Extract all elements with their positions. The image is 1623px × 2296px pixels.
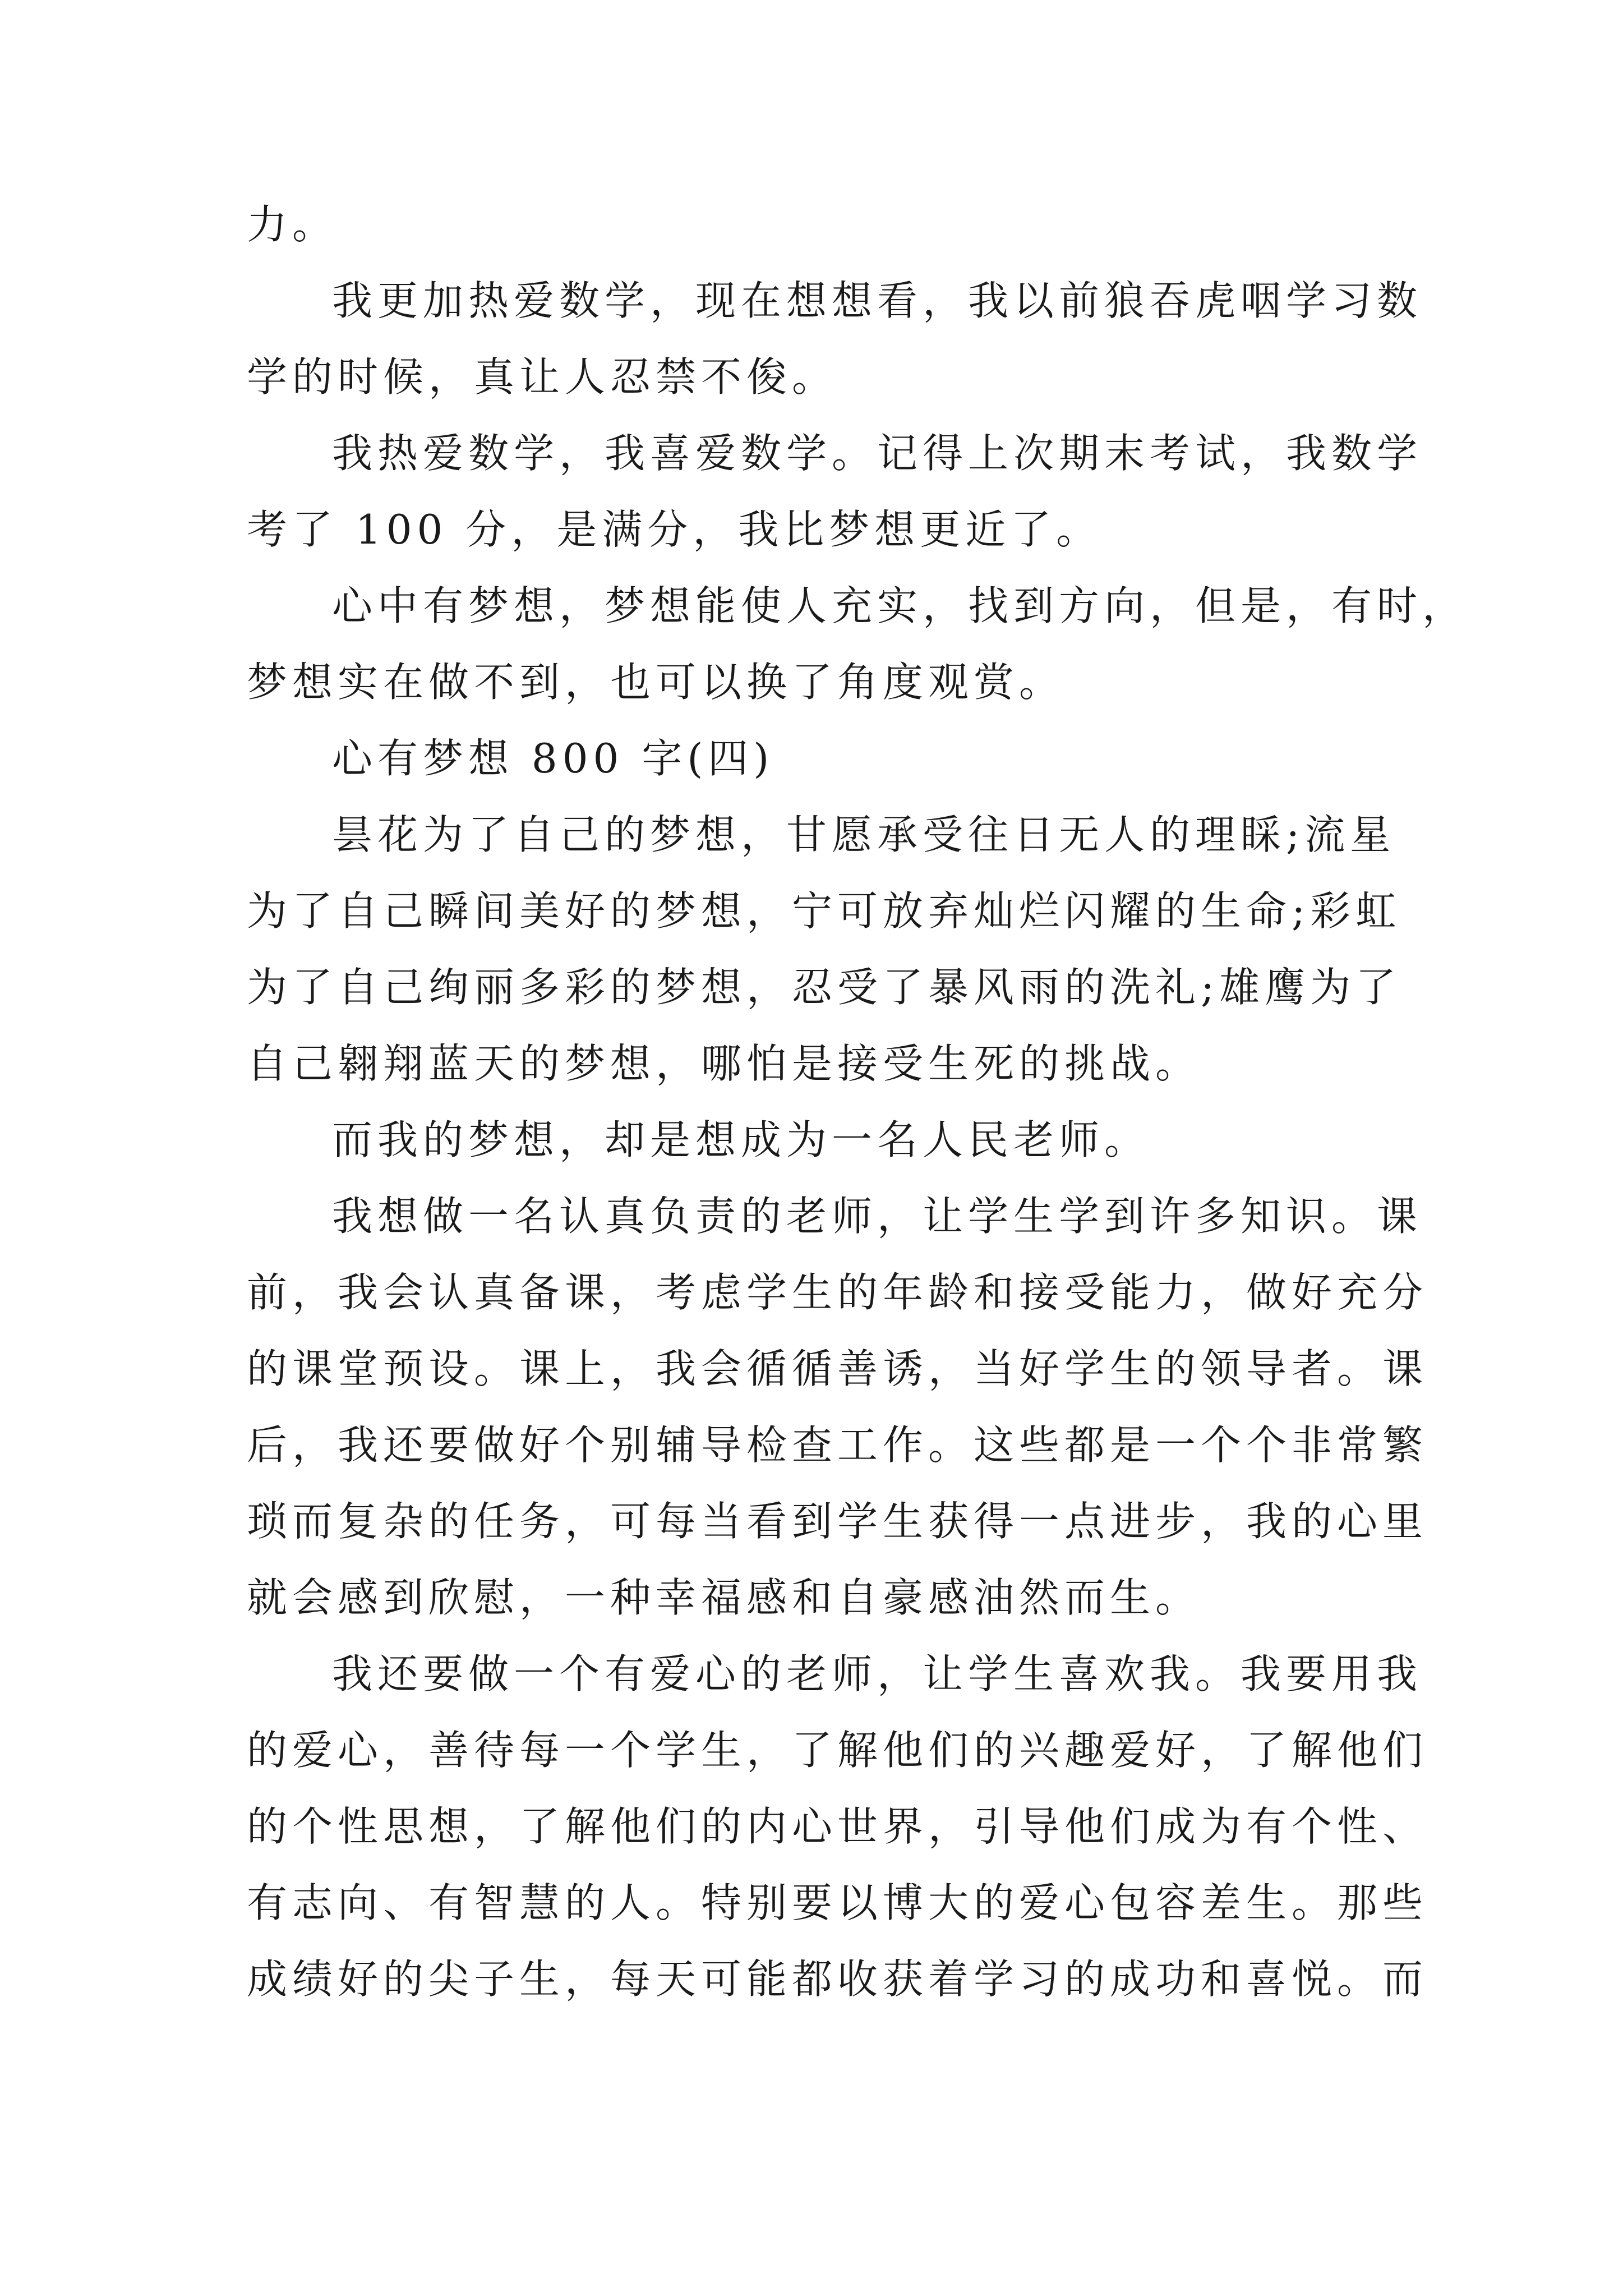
- text-line: 就会感到欣慰，一种幸福感和自豪感油然而生。: [247, 1574, 1201, 1621]
- paragraph-first-line: 我更加热爱数学，现在想想看，我以前狼吞虎咽学习数: [332, 277, 1423, 324]
- paragraph-first-line: 而我的梦想，却是想成为一名人民老师。: [332, 1116, 1150, 1163]
- text-line: 梦想实在做不到，也可以换了角度观赏。: [247, 659, 1065, 706]
- text-line: 为了自己瞬间美好的梦想，宁可放弃灿烂闪耀的生命;彩虹: [247, 887, 1401, 935]
- text-line: 为了自己绚丽多彩的梦想，忍受了暴风雨的洗礼;雄鹰为了: [247, 964, 1401, 1011]
- text-line: 的个性思想，了解他们的内心世界，引导他们成为有个性、: [247, 1803, 1428, 1850]
- text-line: 力。: [247, 201, 338, 248]
- text-line: 的爱心，善待每一个学生，了解他们的兴趣爱好，了解他们: [247, 1727, 1428, 1774]
- paragraph-first-line: 昙花为了自己的梦想，甘愿承受往日无人的理睬;流星: [332, 811, 1396, 858]
- text-line: 自己翱翔蓝天的梦想，哪怕是接受生死的挑战。: [247, 1040, 1201, 1087]
- text-line: 考了 100 分，是满分，我比梦想更近了。: [247, 506, 1102, 553]
- text-line: 的课堂预设。课上，我会循循善诱，当好学生的领导者。课: [247, 1345, 1428, 1392]
- paragraph-first-line: 我热爱数学，我喜爱数学。记得上次期末考试，我数学: [332, 430, 1423, 477]
- text-line: 有志向、有智慧的人。特别要以博大的爱心包容差生。那些: [247, 1879, 1428, 1926]
- text-line: 后，我还要做好个别辅导检查工作。这些都是一个个非常繁: [247, 1421, 1428, 1469]
- text-line: 学的时候，真让人忍禁不俊。: [247, 353, 838, 401]
- text-line: 成绩好的尖子生，每天可能都收获着学习的成功和喜悦。而: [247, 1955, 1428, 2003]
- paragraph-first-line: 我还要做一个有爱心的老师，让学生喜欢我。我要用我: [332, 1650, 1423, 1697]
- text-line: 前，我会认真备课，考虑学生的年龄和接受能力，做好充分: [247, 1269, 1428, 1316]
- paragraph-first-line: 我想做一名认真负责的老师，让学生学到许多知识。课: [332, 1193, 1423, 1240]
- paragraph-first-line: 心中有梦想，梦想能使人充实，找到方向，但是，有时，: [332, 582, 1468, 629]
- text-line: 琐而复杂的任务，可每当看到学生获得一点进步，我的心里: [247, 1498, 1428, 1545]
- section-heading: 心有梦想 800 字(四): [332, 735, 774, 782]
